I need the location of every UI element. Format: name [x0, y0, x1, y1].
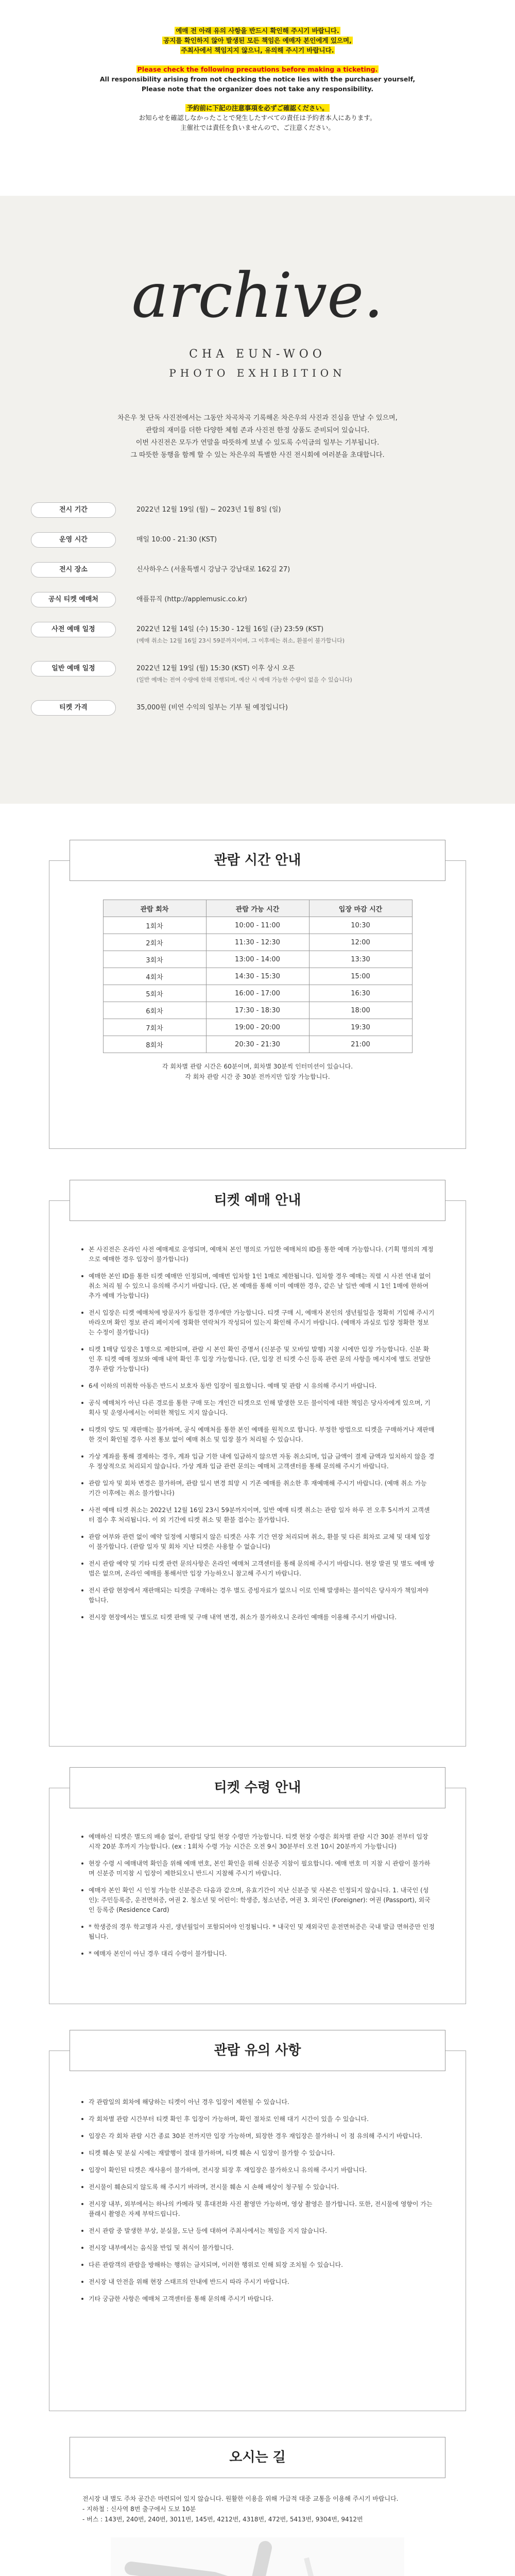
- pickup-list: [49, 1832, 466, 1959]
- info-value: 2022년 12월 14일 (수) 15:30 - 12월 16일 (금) 23:59 (KST) (예매 취소는 12월 16일 23시 59분까지이며, 그 이후에는 취소, 환불이 불가합니다): [136, 625, 345, 644]
- map-drawing: [111, 2537, 404, 2576]
- notice-en-3: Please note that the organizer does not take any responsibility.: [141, 85, 374, 93]
- list-item: 가상 계좌를 통해 결제하는 경우, 계좌 입금 기한 내에 입금하지 않으면 자동 취소되며, 입금 금액이 결제 금액과 일치하지 않을 경우 정상적으로 처리되지 않습니다. 가상 계좌 입금 관련 문의는 예매처 고객센터를 통해 문의해 주시기 바랍니다.: [81, 1452, 435, 1471]
- list-item: 티켓의 양도 및 재판매는 불가하며, 공식 예매처를 통한 본인 예매를 원칙으로 합니다. 부정한 방법으로 티켓을 구매하거나 재판매한 것이 확인될 경우 사전 통보 없이 예매 취소 및 입장 불가 처리될 수 있습니다.: [81, 1425, 435, 1445]
- pickup-body: [49, 1788, 466, 2004]
- table-row: 4회차 14:30 - 15:30 15:00: [103, 968, 412, 985]
- intro-line: 차은우 첫 단독 사진전에서는 그동안 차곡차곡 기록해온 차은우의 사진과 진심을 만날 수 있으며,: [117, 414, 398, 422]
- intro-line: 관람의 재미를 더한 다양한 체험 존과 사진전 한정 상품도 준비되어 있습니다.: [145, 427, 370, 434]
- list-item: 전시장 내 안전을 위해 현장 스태프의 안내에 반드시 따라 주시기 바랍니다.: [81, 2277, 435, 2287]
- hero-intro: [0, 412, 515, 462]
- list-item: 전시물이 훼손되지 않도록 해 주시기 바라며, 전시물 훼손 시 손해 배상이 청구될 수 있습니다.: [81, 2182, 435, 2192]
- hero-title: archive.: [131, 260, 384, 332]
- list-item: 입장은 각 회차 관람 시간 종료 30분 전까지만 입장 가능하며, 퇴장한 경우 재입장은 불가하니 이 점 유의해 주시기 바랍니다.: [81, 2131, 435, 2141]
- table-header: 입장 마감 시간: [309, 900, 412, 917]
- notice-kr-1: 예매 전 아래 유의 사항을 반드시 확인해 주시기 바랍니다.: [176, 27, 339, 35]
- table-row: 6회차 17:30 - 18:30 18:00: [103, 1002, 412, 1019]
- info-label: 일반 예매 일정: [31, 661, 116, 676]
- table-header: 관람 가능 시간: [206, 900, 309, 917]
- notice-jp-2: お知らせを確認しなかったことで発生したすべての責任は予約者本人にあります。: [139, 114, 376, 122]
- info-row: [31, 592, 515, 607]
- list-item: 현장 수령 시 예매내역 확인을 위해 예매 번호, 본인 확인을 위해 신분증 지참이 필요합니다. 예매 번호 미 지참 시 관람이 불가하며 신분증 미지참 시 입장이 제한되오니 반드시 지참해 주시기 바랍니다.: [81, 1859, 435, 1878]
- list-item: 예매한 본인 ID를 통한 티켓 예매만 인정되며, 예매번 입차할 1인 1매로 제한됩니다. 입차할 경우 예매는 직렬 시 사전 연내 없이 취소 처리 될 수 있으니 유의해 주시기 바랍니다. (단, 본 예매를 통해 이미 예매한 경우, 같은 날 일반 예매 시 1인 1매에 한하여 추가 예매 가능합니다): [81, 1272, 435, 1301]
- notice-jp-1: 予約前に下記の注意事項を必ずご確認ください。: [186, 104, 329, 112]
- table-row: 8회차 20:30 - 21:30 21:00: [103, 1036, 412, 1053]
- info-value: 신사하우스 (서울특별시 강남구 강남대로 162길 27): [136, 566, 290, 573]
- list-item: 티켓 1매당 입장은 1명으로 제한되며, 관람 시 본인 확인 증명서 (신분증 및 모바일 발행) 지참 시에만 입장 가능합니다. 신분 확인 후 티켓 예매 정보와 예매 내역 확인 후 입장 가능합니다. (단, 입장 전 티켓 수신 등록 관련 문의 사항을 메시지에 별도 전달한 경우 관람 가능합니다): [81, 1345, 435, 1374]
- info-label: 전시 기간: [31, 502, 116, 518]
- info-label: 운영 시간: [31, 532, 116, 548]
- list-item: * 학생증의 경우 학교명과 사진, 생년월일이 포함되어야 인정됩니다. * 내국인 및 재외국민 운전면허증은 국내 발급 면허증만 인정됩니다.: [81, 1922, 435, 1942]
- info-value: 35,000원 (비연 수익의 일부는 기부 될 예정입니다): [136, 704, 288, 711]
- list-item: 기타 궁금한 사항은 예매처 고객센터를 통해 문의해 주시기 바랍니다.: [81, 2294, 435, 2304]
- table-header: 관람 회차: [103, 900, 206, 917]
- directions-text: 전시장 내 별도 주차 공간은 마련되어 있지 않습니다. 원활한 이용을 위해 가급적 대중 교통을 이용해 주시기 바랍니다. - 지하철 : 신사역 8번 출구에서 도보 10분 - 버스 : 143번, 240번, 240번, 3011번, 145번, 4212번, 4318번, 472번, 5413번, 9304번, 9412번: [82, 2495, 399, 2523]
- notice-en-2: All responsibility arising from not checking the notice lies with the purchaser yourself,: [99, 75, 416, 83]
- timetable-title: 관람 시간 안내: [70, 840, 445, 881]
- hero-subtitle-1: CHA EUN-WOO: [189, 348, 326, 361]
- list-item: 공식 예매처가 아닌 다른 경로를 통한 구매 또는 개인간 티켓으로 인해 발생한 모든 불이익에 대한 책임은 당사자에게 있으며, 기획사 및 운영사에서는 어떠한 책임도 지지 않습니다.: [81, 1398, 435, 1418]
- list-item: 티켓 훼손 및 분실 시에는 재발행이 절대 불가하며, 티켓 훼손 시 입장이 불가할 수 있습니다.: [81, 2148, 435, 2158]
- list-item: 전시장 내부, 외부에서는 하나의 카메라 및 휴대전화 사진 촬영만 가능하며, 영상 촬영은 불가합니다. 또한, 전시물에 영향이 가는 플래시 촬영은 자제 부탁드립니다.: [81, 2199, 435, 2219]
- list-item: 각 회차별 관람 시간부터 티켓 확인 후 입장이 가능하며, 확인 절차로 인해 대기 시간이 있을 수 있습니다.: [81, 2114, 435, 2124]
- notice-kr-3: 주최사에서 책임지지 않으니, 유의해 주시기 바랍니다.: [181, 46, 334, 54]
- pickup-title: 티켓 수령 안내: [70, 1767, 445, 1808]
- list-item: 전시 입장은 티켓 예매처에 방문자가 동일한 경우에만 가능합니다. 티켓 구매 시, 예매자 본인의 생년월일을 정확히 기입해 주시기 바라오며 확인 정보 관리 페이지에 정확한 연락처가 작성되어 있는지 확인해 주시기 바랍니다. (예매자 과실로 입장 정확한 정보는 수정이 불가합니다): [81, 1308, 435, 1337]
- timetable-body: [49, 860, 466, 1149]
- list-item: 전시장 현장에서는 별도로 티켓 판매 및 구매 내역 변경, 취소가 불가하오니 온라인 예매를 이용해 주시기 바랍니다.: [81, 1613, 435, 1622]
- info-value: 2022년 12월 19일 (월) ~ 2023년 1월 8일 (일): [136, 506, 281, 514]
- timetable-note: 각 회차별 관람 시간은 60분이며, 회차별 30분씩 인터미션이 있습니다. 각 회차 관람 시간 중 30분 전까지만 입장 가능합니다.: [162, 1063, 353, 1080]
- table-row: 3회차 13:00 - 14:00 13:30: [103, 951, 412, 968]
- list-item: 다른 관람객의 관람을 방해하는 행위는 금지되며, 이러한 행위로 인해 퇴장 조치될 수 있습니다.: [81, 2260, 435, 2270]
- info-row: [31, 622, 515, 647]
- info-label: 공식 티켓 예매처: [31, 592, 116, 607]
- notice-section: [0, 0, 515, 196]
- caution-title: 관람 유의 사항: [70, 2030, 445, 2071]
- info-label: 사전 예매 일정: [31, 622, 116, 637]
- list-item: 관람 일자 및 회차 변경은 불가하며, 관람 일시 변경 희망 시 기존 예매를 취소한 후 재예매해 주시기 바랍니다. (예매 취소 가능 기간 이후에는 취소 불가합니다): [81, 1479, 435, 1498]
- list-item: 전시 관람 현장에서 재판매되는 티켓을 구매하는 경우 별도 증빙자료가 없으니 이로 인해 발생하는 불이익은 당사자가 책임져야 합니다.: [81, 1586, 435, 1605]
- info-section: [0, 484, 515, 804]
- timetable-table: [103, 900, 413, 1053]
- info-label: 전시 장소: [31, 562, 116, 578]
- list-item: 전시장 내부에서는 음식물 반입 및 취식이 불가합니다.: [81, 2243, 435, 2253]
- booking-title: 티켓 예매 안내: [70, 1180, 445, 1221]
- intro-line: 그 따뜻한 동행을 함께 할 수 있는 차은우의 특별한 사진 전시회에 여러분을 초대합니다.: [130, 451, 385, 459]
- list-item: 예매자 본인 확인 시 인정 가능한 신분증은 다음과 같으며, 유효기간이 지난 신분증 및 사본은 인정되지 않습니다. 1. 내국인 (성인): 주민등록증, 운전면허증, 여권 2. 청소년 및 어린이: 학생증, 청소년증, 여권 3. 외국인 (Foreigner): 여권 (Passport), 외국인 등록증 (Residence Card): [81, 1886, 435, 1915]
- booking-body: [49, 1200, 466, 1747]
- hero-subtitle-2: PHOTO EXHIBITION: [169, 367, 346, 379]
- info-value[interactable]: 애플뮤직 (http://applemusic.co.kr): [136, 596, 247, 603]
- list-item: 사전 예매 티켓 취소는 2022년 12월 16일 23시 59분까지이며, 일반 예매 티켓 취소는 관람 일자 하루 전 오후 5시까지 고객센터 접수 후 처리됩니다. 이 외 기간에 티켓 취소 및 환불 접수는 불가합니다.: [81, 1505, 435, 1525]
- info-row: [31, 661, 515, 686]
- info-row: [31, 562, 515, 578]
- info-row: [31, 532, 515, 548]
- list-item: 예매하신 티켓은 별도의 배송 없이, 관람일 당일 현장 수령만 가능합니다. 티켓 현장 수령은 회차별 관람 시간 30분 전부터 입장 시작 20분 후까지 가능합니다. (ex : 1회차 수령 가능 시간은 오전 9시 30분부터 오전 10시 20분까지 가능합니다): [81, 1832, 435, 1852]
- table-row: 7회차 19:00 - 20:00 19:30: [103, 1019, 412, 1036]
- caution-section: [0, 2020, 515, 2432]
- archive-logo: [131, 227, 384, 345]
- notice-en-1: Please check the following precautions before making a ticketing.: [137, 65, 378, 73]
- list-item: * 예매자 본인이 아닌 경우 대리 수령이 불가합니다.: [81, 1949, 435, 1959]
- table-row: 1회차 10:00 - 11:00 10:30: [103, 917, 412, 934]
- list-item: 각 관람일의 회차에 해당하는 티켓이 아닌 경우 입장이 제한될 수 있습니다.: [81, 2097, 435, 2107]
- table-row: 2회차 11:30 - 12:30 12:00: [103, 934, 412, 951]
- directions-section: [0, 2432, 515, 2576]
- list-item: 6세 이하의 미취학 아동은 반드시 보호자 동반 입장이 필요합니다. 예매 및 관람 시 유의해 주시기 바랍니다.: [81, 1381, 435, 1391]
- list-item: 관람 여부와 관련 없이 예약 일정에 시행되지 않은 티켓은 사후 기간 연장 처리되며 취소, 환불 및 다른 회차로 교체 및 대체 입장이 불가합니다. (관람 일자 및 회차 지난 티켓은 사용할 수 없습니다): [81, 1532, 435, 1552]
- info-value: 매일 10:00 - 21:30 (KST): [136, 536, 217, 544]
- booking-list: [49, 1245, 466, 1622]
- intro-line: 이번 사진전은 모두가 연말을 따뜻하게 보낼 수 있도록 수익금의 일부는 기부됩니다.: [135, 439, 380, 447]
- list-item: 입장이 확인된 티켓은 재사용이 불가하며, 전시장 퇴장 후 재입장은 불가하오니 유의해 주시기 바랍니다.: [81, 2165, 435, 2175]
- info-label: 티켓 가격: [31, 700, 116, 716]
- list-item: 전시 관람 중 발생한 부상, 분실물, 도난 등에 대하여 주최사에서는 책임을 지지 않습니다.: [81, 2226, 435, 2236]
- list-item: 전시 관람 예약 및 기타 티켓 관련 문의사항은 온라인 예매처 고객센터를 통해 문의해 주시기 바랍니다. 현장 발권 및 별도 예매 방법은 없으며, 온라인 예매를 통해서만 입장 가능하오니 참고해 주시기 바랍니다.: [81, 1559, 435, 1579]
- caution-body: [49, 2050, 466, 2411]
- timetable-section: [0, 804, 515, 1175]
- notice-kr-2: 공지를 확인하지 않아 발생된 모든 책임은 예매자 본인에게 있으며,: [163, 37, 352, 44]
- list-item: 본 사진전은 온라인 사전 예매제로 운영되며, 예매처 본인 명의로 가입한 예매처의 ID를 통한 예매 가능합니다. (기획 명의의 계정으로 예매한 경우 입장이 불가합니다): [81, 1245, 435, 1264]
- booking-section: [0, 1175, 515, 1762]
- caution-list: [49, 2097, 466, 2304]
- info-value: 2022년 12월 19일 (월) 15:30 (KST) 이후 상시 오픈 (일반 예매는 전여 수량에 한해 진행되며, 예산 시 예매 가능한 수량이 없을 수 있습니다): [136, 665, 352, 683]
- directions-title: 오시는 길: [70, 2437, 445, 2478]
- hero-section: [0, 196, 515, 484]
- map[interactable]: [111, 2537, 404, 2576]
- info-row: [31, 502, 515, 518]
- table-row: 5회차 16:00 - 17:00 16:30: [103, 985, 412, 1002]
- pickup-section: [0, 1762, 515, 2020]
- notice-jp-3: 主催社では責任を負いませんので、ご注意ください。: [180, 124, 335, 131]
- info-row: [31, 700, 515, 716]
